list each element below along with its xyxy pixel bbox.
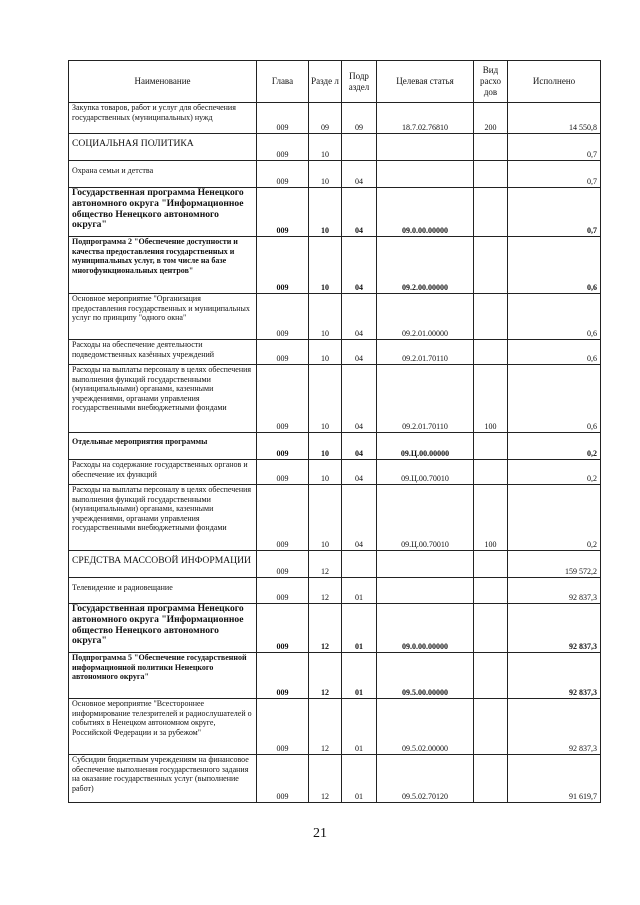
cell-podrazdel: 04: [342, 340, 377, 365]
cell-name: Государственная программа Ненецкого автономного округа "Информационное общество Ненецкого автономного округа": [69, 188, 257, 237]
cell-amount: 92 837,3: [508, 578, 601, 604]
cell-podrazdel: 04: [342, 294, 377, 340]
header-name: Наименование: [69, 61, 257, 103]
cell-statya: 09.2.00.00000: [377, 237, 474, 294]
table-row: [69, 161, 601, 188]
cell-name: Подпрограмма 5 "Обеспечение государственной информационной политики Ненецкого автономного округа": [69, 653, 257, 699]
cell-vid: [474, 755, 508, 803]
header-vid: Вид расхо дов: [474, 61, 508, 103]
table-row: [69, 134, 601, 161]
cell-name: Расходы на обеспечение деятельности подведомственных казённых учреждений: [69, 340, 257, 365]
cell-statya: 09.0.00.00000: [377, 604, 474, 653]
table-row: [69, 294, 601, 340]
cell-vid: [474, 551, 508, 578]
header-amount: Исполнено: [508, 61, 601, 103]
cell-razdel: 09: [309, 103, 342, 134]
cell-amount: 92 837,3: [508, 699, 601, 755]
cell-razdel: 12: [309, 755, 342, 803]
cell-razdel: 10: [309, 294, 342, 340]
cell-name: Государственная программа Ненецкого автономного округа "Информационное общество Ненецкого автономного округа": [69, 604, 257, 653]
cell-razdel: 12: [309, 653, 342, 699]
header-razdel: Разде л: [309, 61, 342, 103]
cell-vid: 100: [474, 485, 508, 551]
table-row: [69, 485, 601, 551]
cell-glava: 009: [257, 188, 309, 237]
cell-statya: 09.5.00.00000: [377, 653, 474, 699]
cell-razdel: 12: [309, 699, 342, 755]
cell-amount: 0,2: [508, 433, 601, 460]
cell-amount: 92 837,3: [508, 604, 601, 653]
cell-podrazdel: 04: [342, 237, 377, 294]
cell-name: Расходы на выплаты персоналу в целях обеспечения выполнения функций государственными (муниципальными) органами, казенными учреждениями, органами управления государственными внебюджетными фондами: [69, 485, 257, 551]
cell-razdel: 10: [309, 365, 342, 433]
cell-vid: [474, 237, 508, 294]
cell-vid: [474, 294, 508, 340]
cell-glava: 009: [257, 433, 309, 460]
cell-amount: 0,7: [508, 161, 601, 188]
cell-podrazdel: 04: [342, 365, 377, 433]
cell-razdel: 10: [309, 161, 342, 188]
cell-amount: 0,6: [508, 365, 601, 433]
cell-vid: [474, 161, 508, 188]
cell-glava: 009: [257, 237, 309, 294]
cell-name: Охрана семьи и детства: [69, 161, 257, 188]
cell-name: Отдельные мероприятия программы: [69, 433, 257, 460]
cell-vid: [474, 653, 508, 699]
cell-glava: 009: [257, 134, 309, 161]
cell-razdel: 10: [309, 460, 342, 485]
cell-glava: 009: [257, 699, 309, 755]
cell-glava: 009: [257, 460, 309, 485]
cell-statya: [377, 161, 474, 188]
table-row: [69, 460, 601, 485]
cell-glava: 009: [257, 161, 309, 188]
cell-amount: 0,2: [508, 460, 601, 485]
cell-glava: 009: [257, 578, 309, 604]
cell-amount: 0,7: [508, 188, 601, 237]
cell-amount: 0,6: [508, 340, 601, 365]
cell-statya: 09.5.02.00000: [377, 699, 474, 755]
cell-name: Основное мероприятие "Организация предоставления государственных и муниципальных услуг по принципу "одного окна": [69, 294, 257, 340]
header-podrazdel: Подр аздел: [342, 61, 377, 103]
cell-podrazdel: 04: [342, 485, 377, 551]
cell-podrazdel: 04: [342, 433, 377, 460]
cell-glava: 009: [257, 653, 309, 699]
page-number: 21: [313, 826, 327, 841]
cell-podrazdel: 04: [342, 460, 377, 485]
header-glava: Глава: [257, 61, 309, 103]
cell-razdel: 12: [309, 578, 342, 604]
header-statya: Целевая статья: [377, 61, 474, 103]
cell-podrazdel: [342, 134, 377, 161]
cell-amount: 0,7: [508, 134, 601, 161]
cell-name: Телевидение и радиовещание: [69, 578, 257, 604]
cell-podrazdel: 04: [342, 161, 377, 188]
cell-podrazdel: 01: [342, 755, 377, 803]
cell-name: СОЦИАЛЬНАЯ ПОЛИТИКА: [69, 134, 257, 161]
cell-podrazdel: 01: [342, 653, 377, 699]
table-row: [69, 699, 601, 755]
cell-statya: 09.2.01.70110: [377, 340, 474, 365]
cell-statya: 09.0.00.00000: [377, 188, 474, 237]
cell-glava: 009: [257, 604, 309, 653]
table-header-row: [69, 61, 601, 103]
cell-statya: 09.Ц.00.00000: [377, 433, 474, 460]
cell-razdel: 10: [309, 433, 342, 460]
cell-glava: 009: [257, 294, 309, 340]
cell-razdel: 10: [309, 340, 342, 365]
cell-razdel: 12: [309, 551, 342, 578]
cell-podrazdel: [342, 551, 377, 578]
cell-glava: 009: [257, 103, 309, 134]
table-row: [69, 237, 601, 294]
table-row: [69, 604, 601, 653]
cell-statya: 09.5.02.70120: [377, 755, 474, 803]
cell-vid: [474, 134, 508, 161]
table-row: [69, 551, 601, 578]
table-row: [69, 653, 601, 699]
cell-vid: [474, 340, 508, 365]
cell-amount: 14 550,8: [508, 103, 601, 134]
cell-amount: 159 572,2: [508, 551, 601, 578]
cell-vid: [474, 578, 508, 604]
cell-amount: 91 619,7: [508, 755, 601, 803]
cell-glava: 009: [257, 340, 309, 365]
cell-vid: 200: [474, 103, 508, 134]
cell-statya: 09.Ц.00.70010: [377, 485, 474, 551]
cell-vid: 100: [474, 365, 508, 433]
cell-glava: 009: [257, 485, 309, 551]
cell-vid: [474, 188, 508, 237]
cell-amount: 0,2: [508, 485, 601, 551]
cell-statya: [377, 134, 474, 161]
cell-name: СРЕДСТВА МАССОВОЙ ИНФОРМАЦИИ: [69, 551, 257, 578]
cell-podrazdel: 01: [342, 578, 377, 604]
cell-name: Расходы на содержание государственных органов и обеспечение их функций: [69, 460, 257, 485]
table-row: [69, 103, 601, 134]
cell-statya: [377, 551, 474, 578]
cell-name: Расходы на выплаты персоналу в целях обеспечения выполнения функций государственными (муниципальными) органами, казенными учреждениями, органами управления государственными внебюджетными фондами: [69, 365, 257, 433]
cell-podrazdel: 04: [342, 188, 377, 237]
table-row: [69, 365, 601, 433]
cell-vid: [474, 699, 508, 755]
budget-table: [68, 60, 601, 803]
cell-statya: 09.2.01.70110: [377, 365, 474, 433]
cell-vid: [474, 604, 508, 653]
cell-amount: 92 837,3: [508, 653, 601, 699]
cell-razdel: 12: [309, 604, 342, 653]
cell-vid: [474, 433, 508, 460]
cell-razdel: 10: [309, 485, 342, 551]
cell-razdel: 10: [309, 134, 342, 161]
cell-statya: 09.2.01.00000: [377, 294, 474, 340]
cell-amount: 0,6: [508, 294, 601, 340]
cell-name: Основное мероприятие "Всестороннее информирование телезрителей и радиослушателей о событиях в Ненецком автономном округе, Российской Федерации и за рубежом": [69, 699, 257, 755]
cell-vid: [474, 460, 508, 485]
cell-statya: 18.7.02.76810: [377, 103, 474, 134]
cell-razdel: 10: [309, 237, 342, 294]
cell-name: Субсидии бюджетным учреждениям на финансовое обеспечение выполнения государственного задания на оказание государственных услуг (выполнение работ): [69, 755, 257, 803]
table-row: [69, 188, 601, 237]
cell-podrazdel: 01: [342, 604, 377, 653]
table-row: [69, 433, 601, 460]
cell-razdel: 10: [309, 188, 342, 237]
cell-statya: 09.Ц.00.70010: [377, 460, 474, 485]
cell-glava: 009: [257, 365, 309, 433]
cell-glava: 009: [257, 755, 309, 803]
cell-podrazdel: 09: [342, 103, 377, 134]
cell-podrazdel: 01: [342, 699, 377, 755]
table-row: [69, 340, 601, 365]
cell-name: Закупка товаров, работ и услуг для обеспечения государственных (муниципальных) нужд: [69, 103, 257, 134]
cell-glava: 009: [257, 551, 309, 578]
cell-amount: 0,6: [508, 237, 601, 294]
table-row: [69, 755, 601, 803]
table-row: [69, 578, 601, 604]
cell-name: Подпрограмма 2 "Обеспечение доступности и качества предоставления государственных и муниципальных услуг, в том числе на базе многофункциональных центров": [69, 237, 257, 294]
cell-statya: [377, 578, 474, 604]
